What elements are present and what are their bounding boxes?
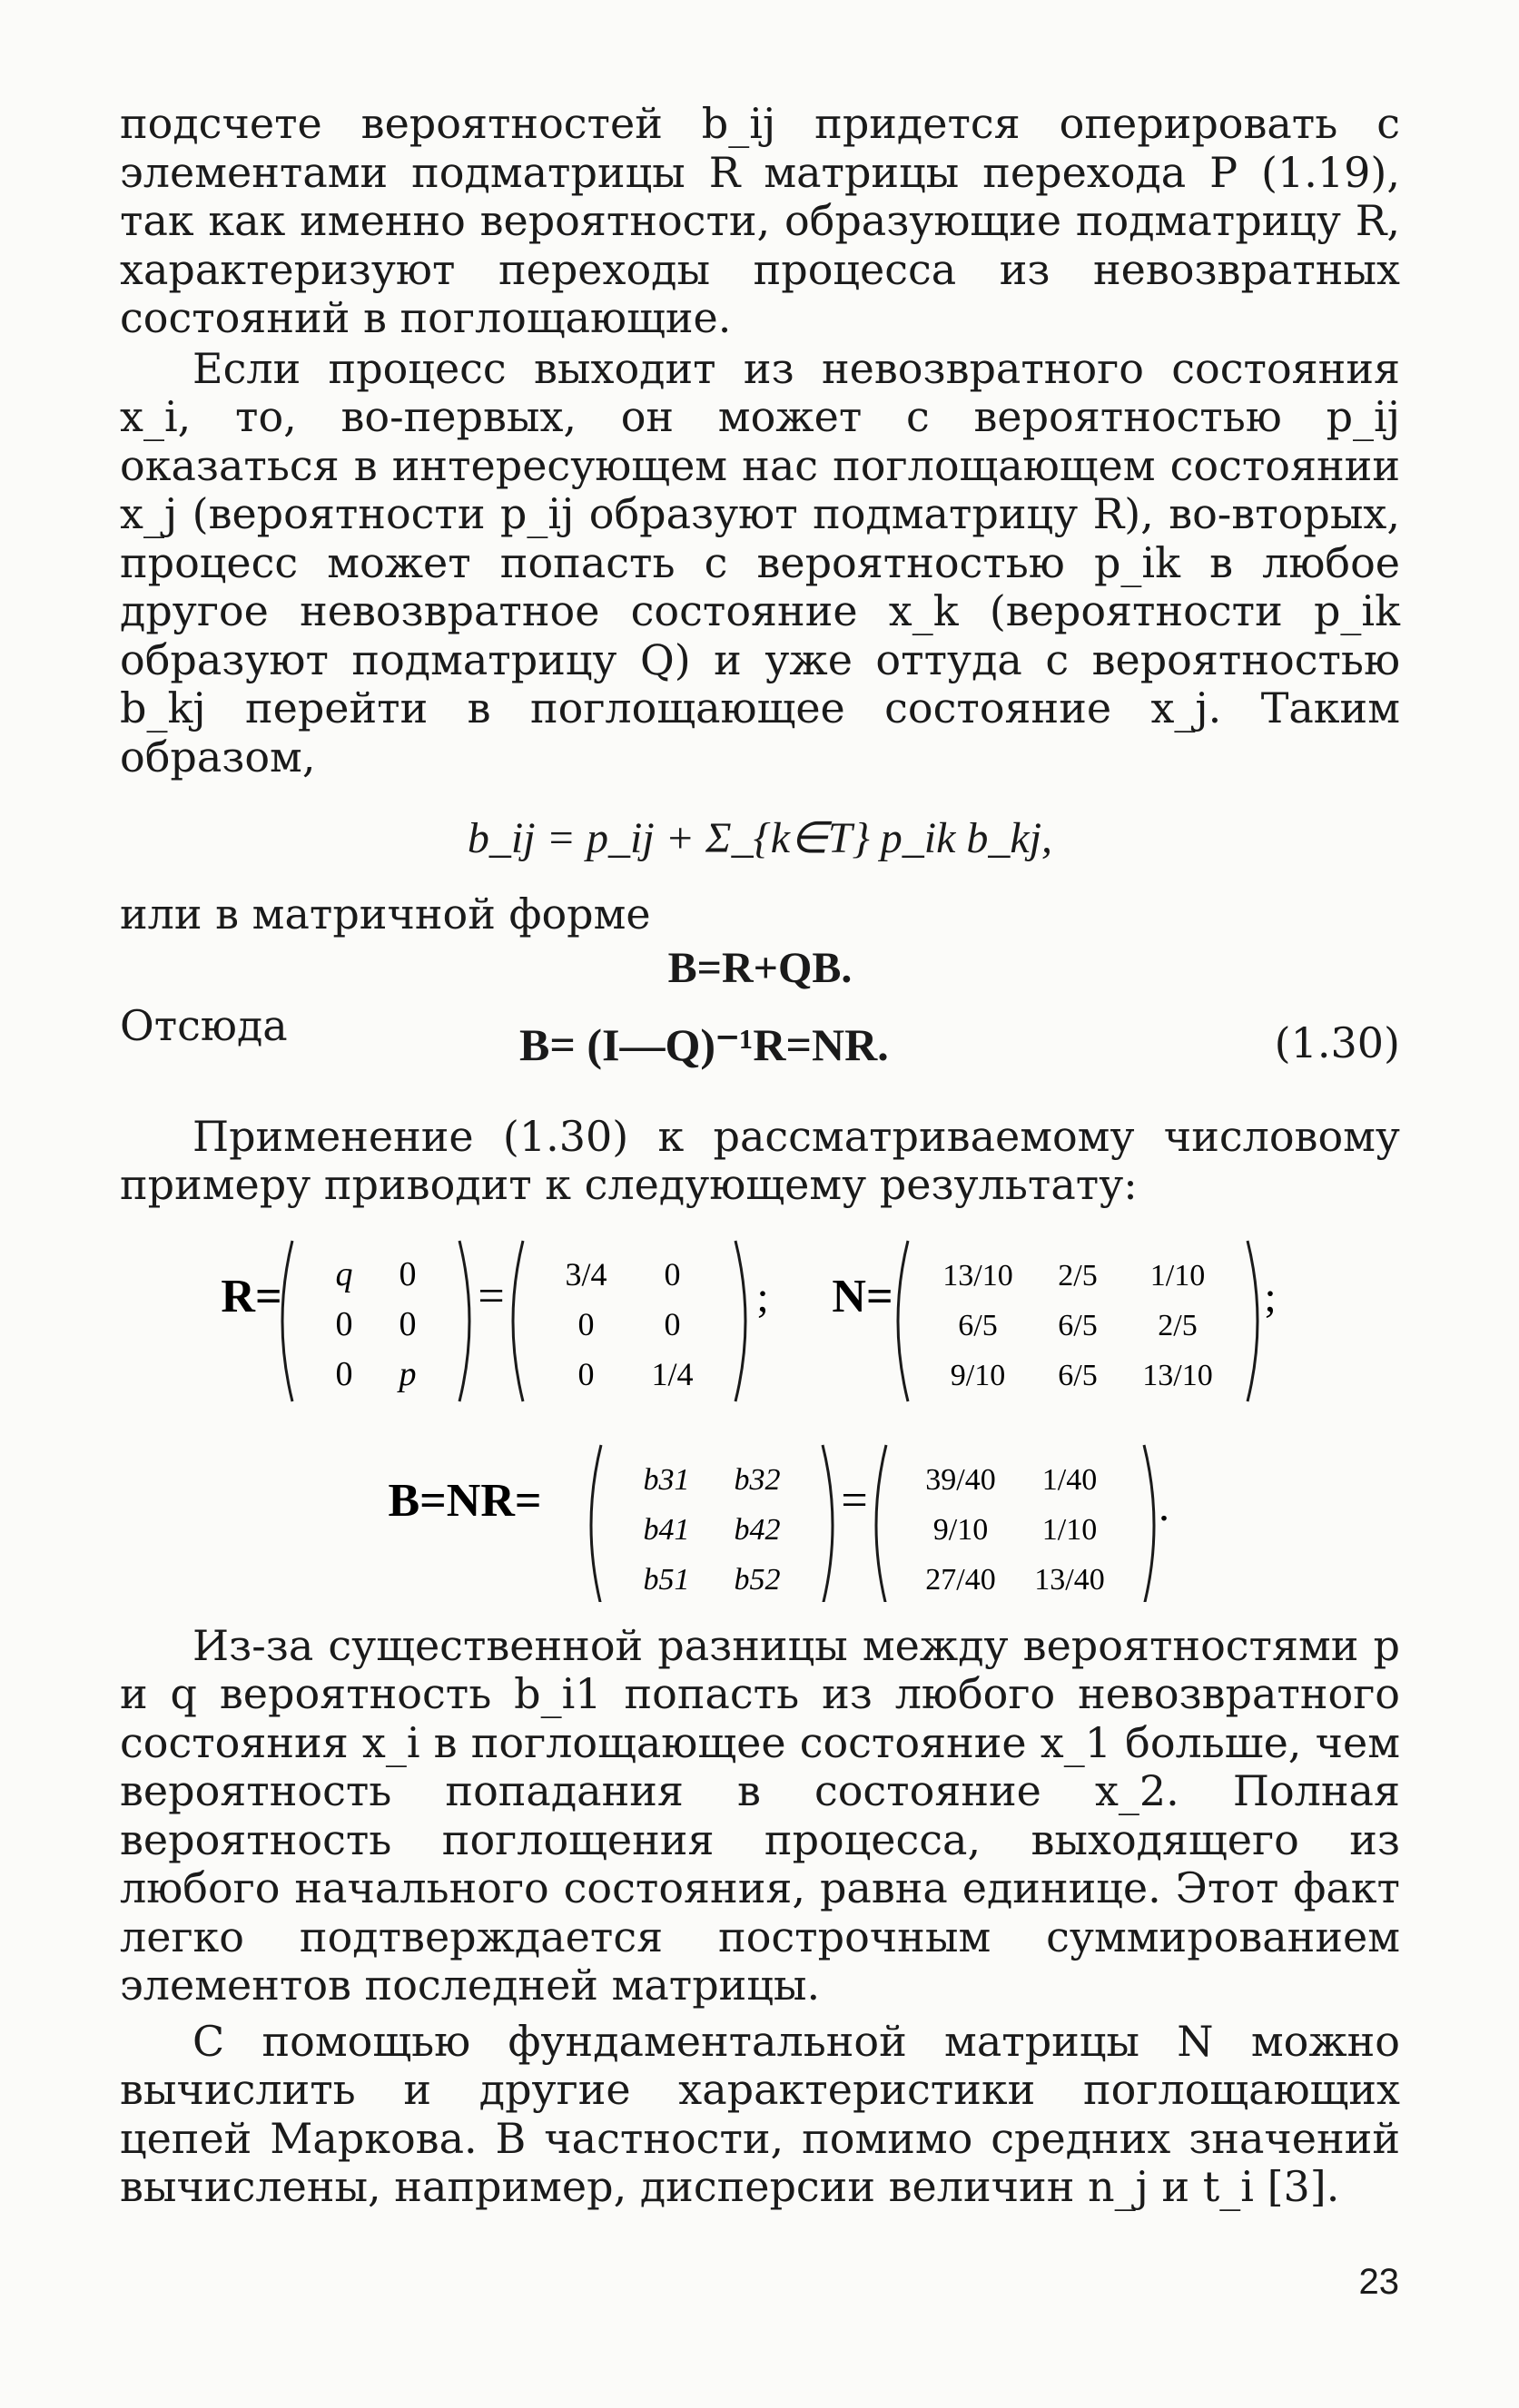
semicolon: ; bbox=[1264, 1273, 1277, 1322]
matrix-r-numeric-cell: 0 bbox=[577, 1355, 595, 1392]
formula-b-recursive: B=R+QB. bbox=[667, 943, 853, 992]
equation-1-30 bbox=[120, 1000, 1400, 1070]
label-matrix-form: или в матричной форме bbox=[120, 889, 651, 939]
matrix-b-symbolic-left-paren bbox=[591, 1445, 601, 1602]
matrix-r-symbolic-cell: 0 bbox=[335, 1304, 353, 1343]
matrix-n-cell: 6/5 bbox=[1058, 1308, 1098, 1342]
matrix-b-numeric-cell: 9/10 bbox=[932, 1512, 989, 1547]
matrix-n-cell: 9/10 bbox=[950, 1358, 1006, 1392]
matrix-b-numeric-cell: 27/40 bbox=[925, 1562, 996, 1597]
matrix-n-right-paren bbox=[1248, 1241, 1258, 1401]
matrix-n-cell: 2/5 bbox=[1158, 1308, 1198, 1342]
matrix-n-cell: 1/10 bbox=[1149, 1258, 1206, 1292]
matrix-b-symbolic-cell: b52 bbox=[734, 1562, 781, 1597]
matrix-r-symbolic-right-paren bbox=[459, 1241, 469, 1401]
paragraph-4: Из-за существенной разницы между вероятностями p и q вероятность b_i1 попасть из любого невозвратного состояния x_i в поглощающее состояние x_1 больше, чем вероятность попадания в состояние x_2. Полная вероятность поглощения процесса, выходящего из любого начального состояния, равна единице. Этот факт легко подтверждается построчным суммированием элементов последней матрицы. bbox=[120, 1620, 1400, 2010]
matrix-b-symbolic-cell: b51 bbox=[643, 1562, 690, 1597]
semicolon: ; bbox=[756, 1273, 769, 1322]
matrix-r-numeric-cell: 0 bbox=[664, 1255, 681, 1292]
period: . bbox=[1159, 1481, 1169, 1530]
matrix-b-numeric-cell: 1/40 bbox=[1041, 1462, 1098, 1497]
matrix-b-symbolic-cell: b42 bbox=[734, 1512, 781, 1547]
matrix-r-numeric-cell: 3/4 bbox=[565, 1255, 607, 1292]
matrix-n-cell: 13/10 bbox=[942, 1258, 1013, 1292]
matrix-r-numeric-right-paren bbox=[735, 1241, 745, 1401]
matrix-b-label: B=NR= bbox=[388, 1474, 542, 1527]
matrix-n-label: N= bbox=[832, 1270, 893, 1322]
matrix-n-cell: 2/5 bbox=[1058, 1258, 1098, 1292]
matrix-b-symbolic-right-paren bbox=[823, 1445, 833, 1602]
matrix-r-label: R= bbox=[221, 1270, 282, 1322]
matrix-b-symbolic-cell: b32 bbox=[734, 1462, 781, 1497]
matrix-n-cell: 6/5 bbox=[1058, 1358, 1098, 1392]
matrix-b-numeric-cell: 1/10 bbox=[1041, 1512, 1098, 1547]
sum-formula: b_ij = p_ij + Σ_{k∈T} p_ik b_kj, bbox=[467, 814, 1053, 862]
matrix-b-numeric-left-paren bbox=[876, 1445, 886, 1602]
matrix-r-symbolic-cell: 0 bbox=[399, 1304, 417, 1343]
equals-sign: = bbox=[478, 1270, 505, 1322]
matrix-n-cell: 6/5 bbox=[958, 1308, 998, 1342]
matrix-b-numeric-cell: 13/40 bbox=[1034, 1562, 1105, 1597]
formula-inverse: B= (I—Q)⁻¹R=NR. bbox=[519, 1018, 889, 1070]
matrix-r-symbolic-cell: q bbox=[335, 1254, 353, 1293]
matrix-b-symbolic-cell: b31 bbox=[643, 1462, 690, 1497]
page-body bbox=[120, 100, 1400, 2212]
matrix-r-numeric-cell: 0 bbox=[577, 1305, 595, 1342]
matrix-r-symbolic-cell: 0 bbox=[335, 1354, 353, 1393]
paragraph-3: Применение (1.30) к рассматриваемому числовому примеру приводит к следующему результату: bbox=[120, 1111, 1400, 1209]
matrix-b-numeric-cell: 39/40 bbox=[925, 1462, 996, 1497]
matrix-r-numeric-left-paren bbox=[513, 1241, 523, 1401]
paragraph-1: подсчете вероятностей b_ij придется оперировать с элементами подматрицы R матрицы перехода P (1.19), так как именно вероятности, образующие подматрицу R, характеризуют переходы процесса из невозвратных состояний в поглощающие. bbox=[120, 99, 1400, 342]
equation-number: (1.30) bbox=[1274, 1017, 1400, 1067]
matrix-b-numeric-right-paren bbox=[1144, 1445, 1154, 1602]
paragraph-5: С помощью фундаментальной матрицы N можно вычислить и другие характеристики поглощающих цепей Маркова. В частности, помимо средних значений вычислены, например, дисперсии величин n_j и t_i [3]. bbox=[120, 2016, 1400, 2211]
matrix-r-numeric-cell: 1/4 bbox=[651, 1355, 694, 1392]
matrix-n-left-paren bbox=[898, 1241, 908, 1401]
matrix-r-numeric-cell: 0 bbox=[664, 1305, 681, 1342]
matrix-r-symbolic-cell: 0 bbox=[399, 1254, 417, 1293]
matrix-n-cell: 13/10 bbox=[1142, 1358, 1213, 1392]
label-hence: Отсюда bbox=[120, 1000, 288, 1050]
paragraph-2: Если процесс выходит из невозвратного состояния x_i, то, во-первых, он может с вероятностью p_ij оказаться в интересующем нас поглощающем состоянии x_j (вероятности p_ij образуют подматрицу R), во-вторых, процесс может попасть с вероятностью p_ik в любое другое невозвратное состояние x_k (вероятности p_ik образуют подматрицу Q) и уже оттуда с вероятностью b_kj перейти в поглощающее состояние x_j. Таким образом, bbox=[120, 343, 1400, 781]
matrix-r-symbolic-cell: p bbox=[399, 1354, 417, 1393]
equals-sign: = bbox=[841, 1474, 868, 1527]
matrix-block bbox=[120, 1221, 1400, 1602]
matrix-r-symbolic-left-paren bbox=[282, 1241, 292, 1401]
matrix-b-symbolic-cell: b41 bbox=[643, 1512, 690, 1547]
page-number: 23 bbox=[1358, 2262, 1399, 2302]
